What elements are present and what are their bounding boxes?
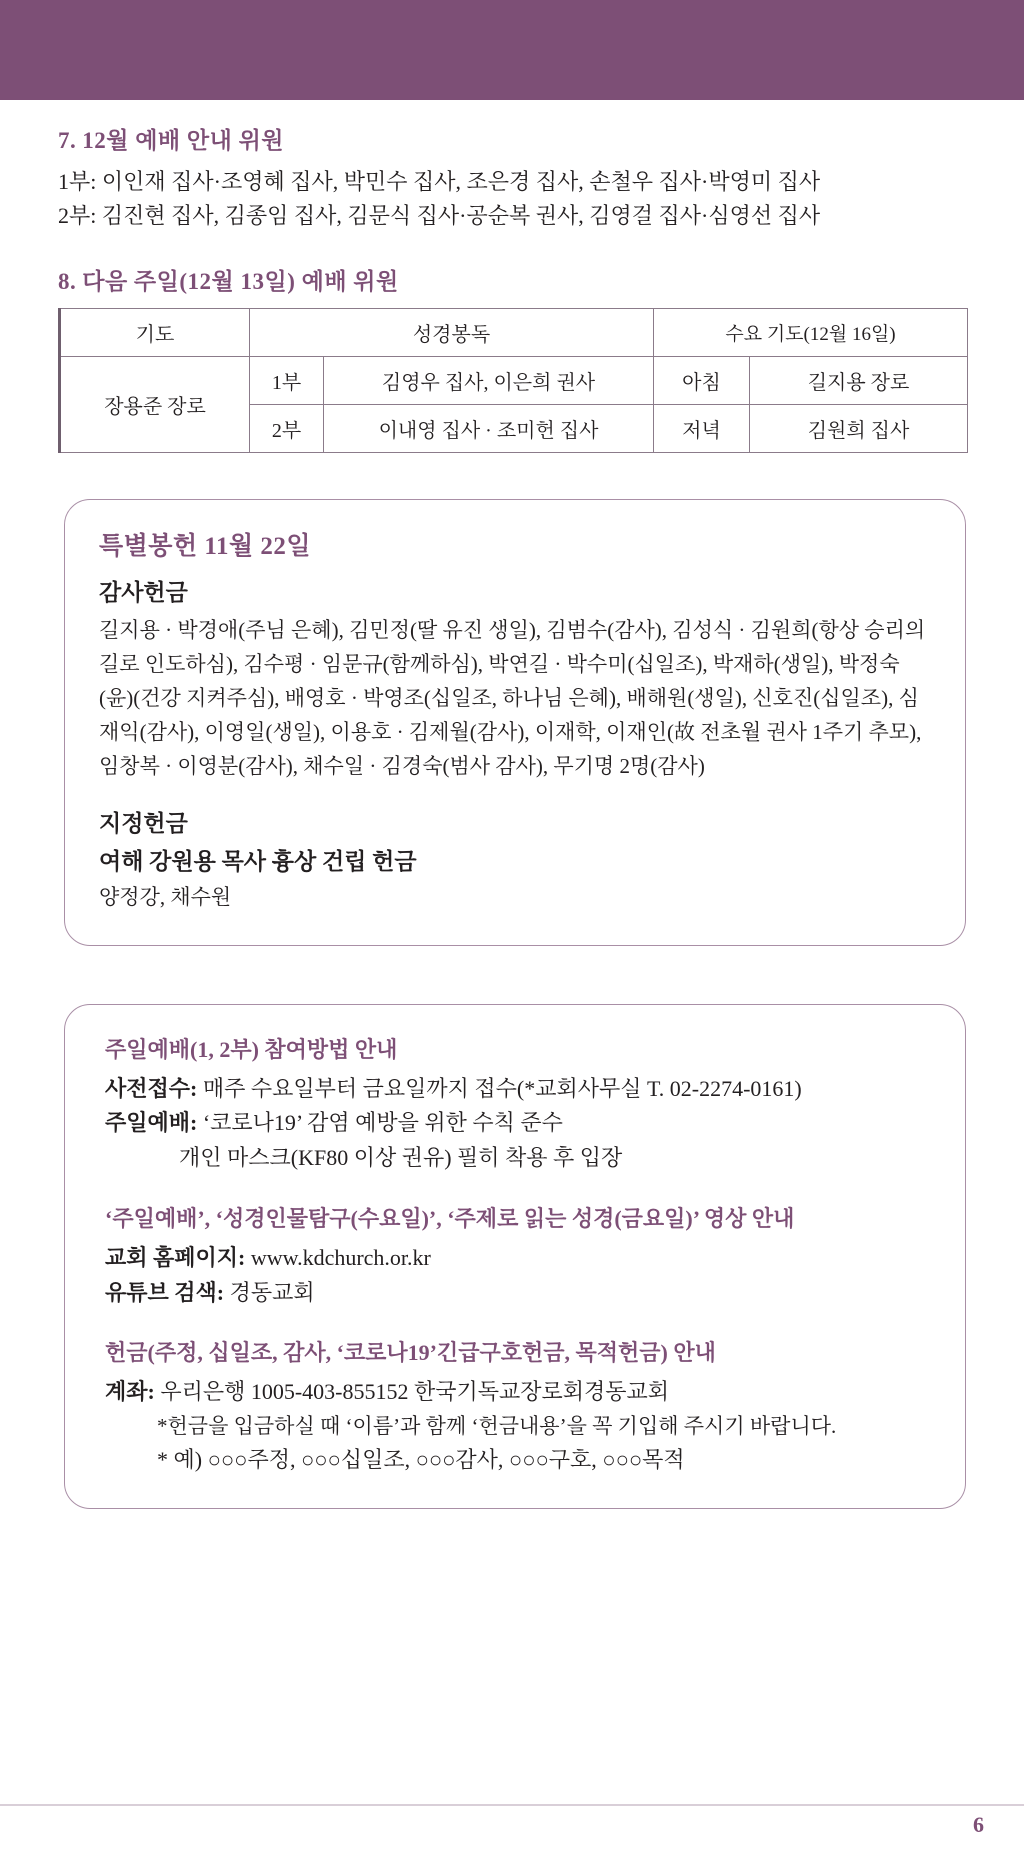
info-group-offering <box>105 1336 931 1478</box>
duty-header-prayer: 기도 <box>60 309 250 357</box>
designated-offering-purpose: 여해 강원용 목사 흉상 건립 헌금 <box>99 849 417 875</box>
special-offering-card <box>64 499 966 945</box>
info-group3-line1-label: 계좌: <box>105 1379 155 1405</box>
info-group3-line2: *헌금을 입금하실 때 ‘이름’과 함께 ‘헌금내용’을 꼭 기입해 주시기 바랍니다. <box>157 1414 837 1439</box>
info-group1-line2 <box>105 1106 931 1141</box>
info-group3-heading: 헌금(주정, 십일조, 감사, ‘코로나19’긴급구호헌금, 목적헌금) 안내 <box>105 1340 716 1366</box>
participation-info-card <box>64 1004 966 1509</box>
info-group1-line1-label: 사전접수: <box>105 1075 198 1101</box>
section-next-sunday-duty <box>0 263 1024 453</box>
duty-header-wednesday: 수요 기도(12월 16일) <box>654 309 968 357</box>
info-group2-line2 <box>105 1276 931 1311</box>
duty-header-reading: 성경봉독 <box>250 309 654 357</box>
info-group1-line2-text: ‘코로나19’ 감염 예방을 위한 수칙 준수 <box>197 1110 563 1136</box>
info-spacer-1 <box>105 1176 931 1202</box>
duty-table-row <box>60 357 968 405</box>
section7-rows <box>58 165 980 233</box>
footer-divider <box>0 1804 1024 1806</box>
bank-account-number: 우리은행 1005-403-855152 한국기독교장로회경동교회 <box>154 1379 670 1405</box>
duty-reading-1: 김영우 집사, 이은희 권사 <box>324 357 654 405</box>
info-group2-line2-label: 유튜브 검색: <box>105 1279 225 1305</box>
info-group1-line2-label: 주일예배: <box>105 1110 198 1136</box>
page-number: 6 <box>973 1812 984 1837</box>
info-group1-line1 <box>105 1072 931 1107</box>
section7-row-2: 2부: 김진현 집사, 김종임 집사, 김문식 집사·공순복 권사, 김영걸 집사·심영선 집사 <box>58 203 821 229</box>
section8-number: 8. <box>58 269 77 295</box>
duty-time-1: 아침 <box>654 357 750 405</box>
header-color-band <box>0 0 1024 100</box>
duty-part-1: 1부 <box>250 357 324 405</box>
section7-row-1: 1부: 이인재 집사·조영혜 집사, 박민수 집사, 조은경 집사, 손철우 집사·박영미 집사 <box>58 169 821 194</box>
info-group1-line3: 개인 마스크(KF80 이상 권유) 필히 착용 후 입장 <box>179 1145 623 1171</box>
info-group1-heading: 주일예배(1, 2부) 참여방법 안내 <box>105 1036 398 1062</box>
duty-part-2: 2부 <box>250 405 324 453</box>
duty-wed-1: 길지용 장로 <box>750 357 968 405</box>
designated-offering-donors: 양정강, 채수원 <box>99 885 232 910</box>
thanks-offering-label: 감사헌금 <box>99 580 188 606</box>
info-group-sunday-worship <box>105 1033 931 1176</box>
youtube-search-term: 경동교회 <box>224 1279 315 1305</box>
section7-heading <box>58 122 980 155</box>
info-group2-line1-label: 교회 홈페이지: <box>105 1244 246 1270</box>
info-group2-heading: ‘주일예배’, ‘성경인물탐구(수요일)’, ‘주제로 읽는 성경(금요일)’ 영상 안내 <box>105 1205 795 1231</box>
church-homepage-url[interactable]: www.kdchurch.or.kr <box>245 1244 431 1270</box>
duty-table-header-row <box>60 309 968 357</box>
duty-prayer-leader: 장용준 장로 <box>60 357 250 453</box>
special-offering-title: 특별봉헌 11월 22일 <box>99 533 312 561</box>
section8-heading <box>58 263 980 296</box>
info-group-video <box>105 1202 931 1311</box>
info-group2-line1 <box>105 1241 931 1276</box>
section7-title: 12월 예배 안내 위원 <box>82 128 285 153</box>
section-december-worship-guides <box>0 122 1024 233</box>
info-spacer-2 <box>105 1310 931 1336</box>
page-content <box>0 100 1024 1850</box>
section7-number: 7. <box>58 128 77 153</box>
designated-offering-label: 지정헌금 <box>99 811 188 837</box>
duty-reading-2: 이내영 집사 · 조미헌 집사 <box>324 405 654 453</box>
section8-title: 다음 주일(12월 13일) 예배 위원 <box>82 269 399 295</box>
info-group1-line1-text: 매주 수요일부터 금요일까지 접수(*교회사무실 T. 02-2274-0161) <box>197 1075 802 1101</box>
thanks-offering-text: 길지용 · 박경애(주님 은혜), 김민정(딸 유진 생일), 김범수(감사), 김성식 · 김원희(항상 승리의 길로 인도하심), 김수평 · 임문규(함께하심), 박연길 · 박수미(십일조), 박재하(생일), 박정숙(윤)(건강 지켜주심), 배영호 · 박영조(십일조, 하나님 은혜), 배해원(생일), 신호진(십일조), 심재익(감사), 이영일(생일), 이용호 · 김제월(감사), 이재학, 이재인(故 전초월 권사 1주기 추모), 임창복 · 이영분(감사), 채수일 · 김경숙(범사 감사), 무기명 2명(감사) <box>99 618 926 779</box>
info-group3-line3: * 예) ○○○주정, ○○○십일조, ○○○감사, ○○○구호, ○○○목적 <box>157 1447 685 1473</box>
duty-time-2: 저녁 <box>654 405 750 453</box>
duty-wed-2: 김원희 집사 <box>750 405 968 453</box>
info-group3-line1 <box>105 1375 931 1410</box>
duty-table <box>58 308 968 453</box>
